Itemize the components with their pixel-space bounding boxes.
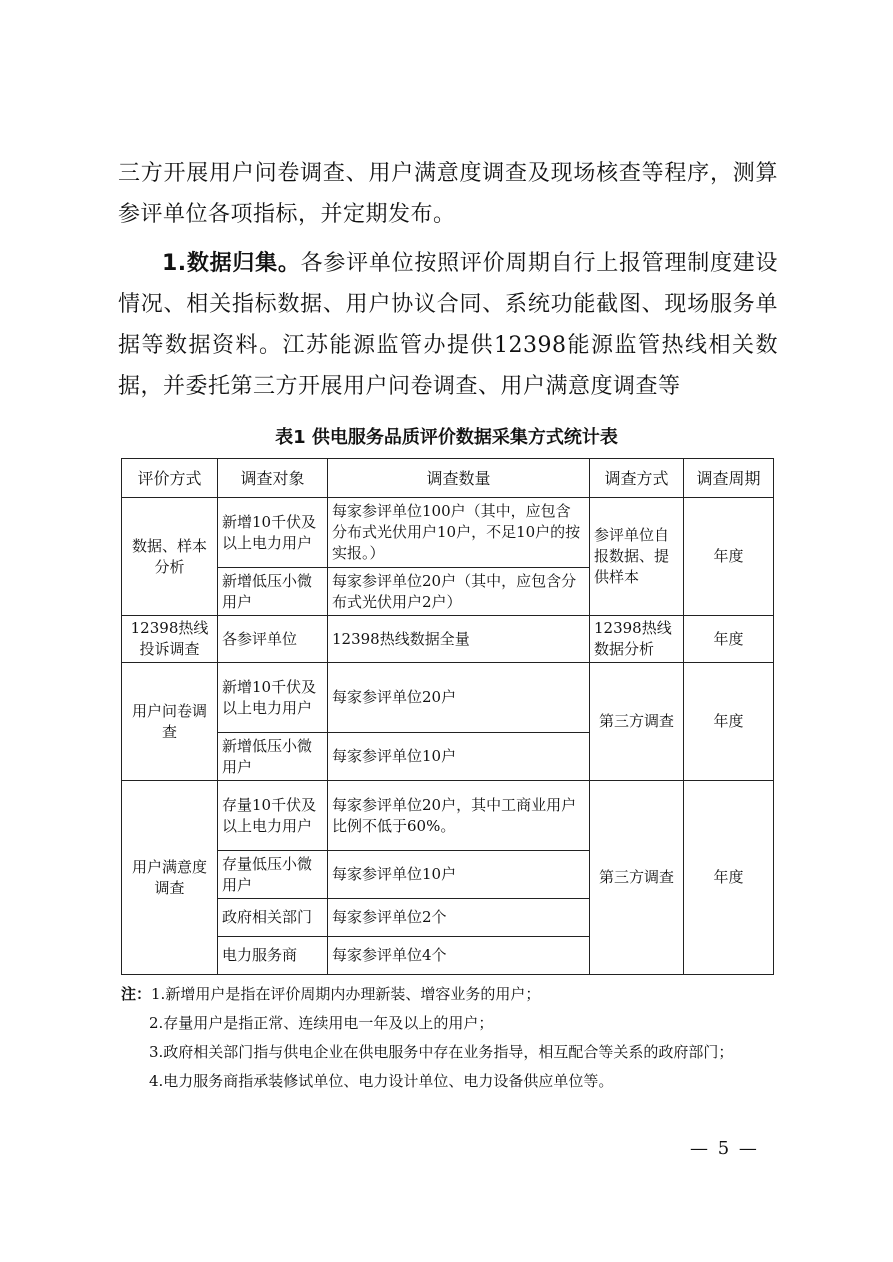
- cell-quantity: 每家参评单位100户（其中，应包含分布式光伏用户10户，不足10户的按实报。）: [328, 498, 590, 568]
- body-paragraph-1: 三方开展用户问卷调查、用户满意度调查及现场核查等程序，测算参评单位各项指标，并定期发布。: [118, 161, 778, 227]
- body-paragraph-2-text: 各参评单位按照评价周期自行上报管理制度建设情况、相关指标数据、用户协议合同、系统功能截图、现场服务单据等数据资料。江苏能源监管办提供12398能源监管热线相关数据，并委托第三方开展用户问卷调查、用户满意度调查等: [118, 251, 778, 399]
- table-notes: [121, 980, 781, 1096]
- header-target: 调查对象: [218, 459, 328, 498]
- table-header-row: [122, 459, 774, 498]
- cell-target: 存量10千伏及以上电力用户: [218, 781, 328, 851]
- note-1: 注：1.新增用户是指在评价周期内办理新装、增容业务的用户；: [121, 985, 541, 1003]
- cell-target: 电力服务商: [218, 937, 328, 975]
- table-row: [122, 498, 774, 568]
- cell-period: 年度: [684, 616, 774, 663]
- cell-target: 新增10千伏及以上电力用户: [218, 498, 328, 568]
- cell-quantity: 每家参评单位20户，其中工商业用户比例不低于60%。: [328, 781, 590, 851]
- cell-target: 新增低压小微用户: [218, 568, 328, 616]
- cell-method: 数据、样本分析: [122, 498, 218, 616]
- table-row: [122, 663, 774, 733]
- cell-survey-method: 第三方调查: [590, 663, 684, 781]
- cell-method: 用户满意度调查: [122, 781, 218, 975]
- cell-quantity: 每家参评单位20户: [328, 663, 590, 733]
- cell-quantity: 12398热线数据全量: [328, 616, 590, 663]
- cell-period: 年度: [684, 781, 774, 975]
- cell-quantity: 每家参评单位4个: [328, 937, 590, 975]
- cell-target: 各参评单位: [218, 616, 328, 663]
- cell-quantity: 每家参评单位10户: [328, 851, 590, 899]
- cell-target: 新增低压小微用户: [218, 733, 328, 781]
- note-label: 注：: [121, 985, 152, 1003]
- cell-quantity: 每家参评单位20户（其中，应包含分布式光伏用户2户）: [328, 568, 590, 616]
- cell-target: 新增10千伏及以上电力用户: [218, 663, 328, 733]
- cell-period: 年度: [684, 663, 774, 781]
- page-number: — 5 —: [690, 1138, 759, 1159]
- cell-target: 政府相关部门: [218, 899, 328, 937]
- body-paragraph-2: [118, 243, 778, 407]
- header-period: 调查周期: [684, 459, 774, 498]
- note-3: 3.政府相关部门指与供电企业在供电服务中存在业务指导，相互配合等关系的政府部门；: [149, 1043, 734, 1061]
- note-4: 4.电力服务商指承装修试单位、电力设计单位、电力设备供应单位等。: [149, 1072, 614, 1090]
- cell-period: 年度: [684, 498, 774, 616]
- cell-target: 存量低压小微用户: [218, 851, 328, 899]
- data-collection-table: [121, 458, 774, 975]
- header-quantity: 调查数量: [328, 459, 590, 498]
- cell-quantity: 每家参评单位10户: [328, 733, 590, 781]
- cell-method: 用户问卷调查: [122, 663, 218, 781]
- table-row: [122, 781, 774, 851]
- cell-method: 12398热线投诉调查: [122, 616, 218, 663]
- cell-survey-method: 12398热线数据分析: [590, 616, 684, 663]
- table-row: [122, 616, 774, 663]
- table-caption: 表1 供电服务品质评价数据采集方式统计表: [275, 427, 618, 448]
- header-method: 评价方式: [122, 459, 218, 498]
- header-survey-method: 调查方式: [590, 459, 684, 498]
- section-heading-data-collection: 1.数据归集。: [162, 251, 301, 276]
- cell-survey-method: 参评单位自报数据、提供样本: [590, 498, 684, 616]
- cell-quantity: 每家参评单位2个: [328, 899, 590, 937]
- note-2: 2.存量用户是指正常、连续用电一年及以上的用户；: [149, 1014, 494, 1032]
- cell-survey-method: 第三方调查: [590, 781, 684, 975]
